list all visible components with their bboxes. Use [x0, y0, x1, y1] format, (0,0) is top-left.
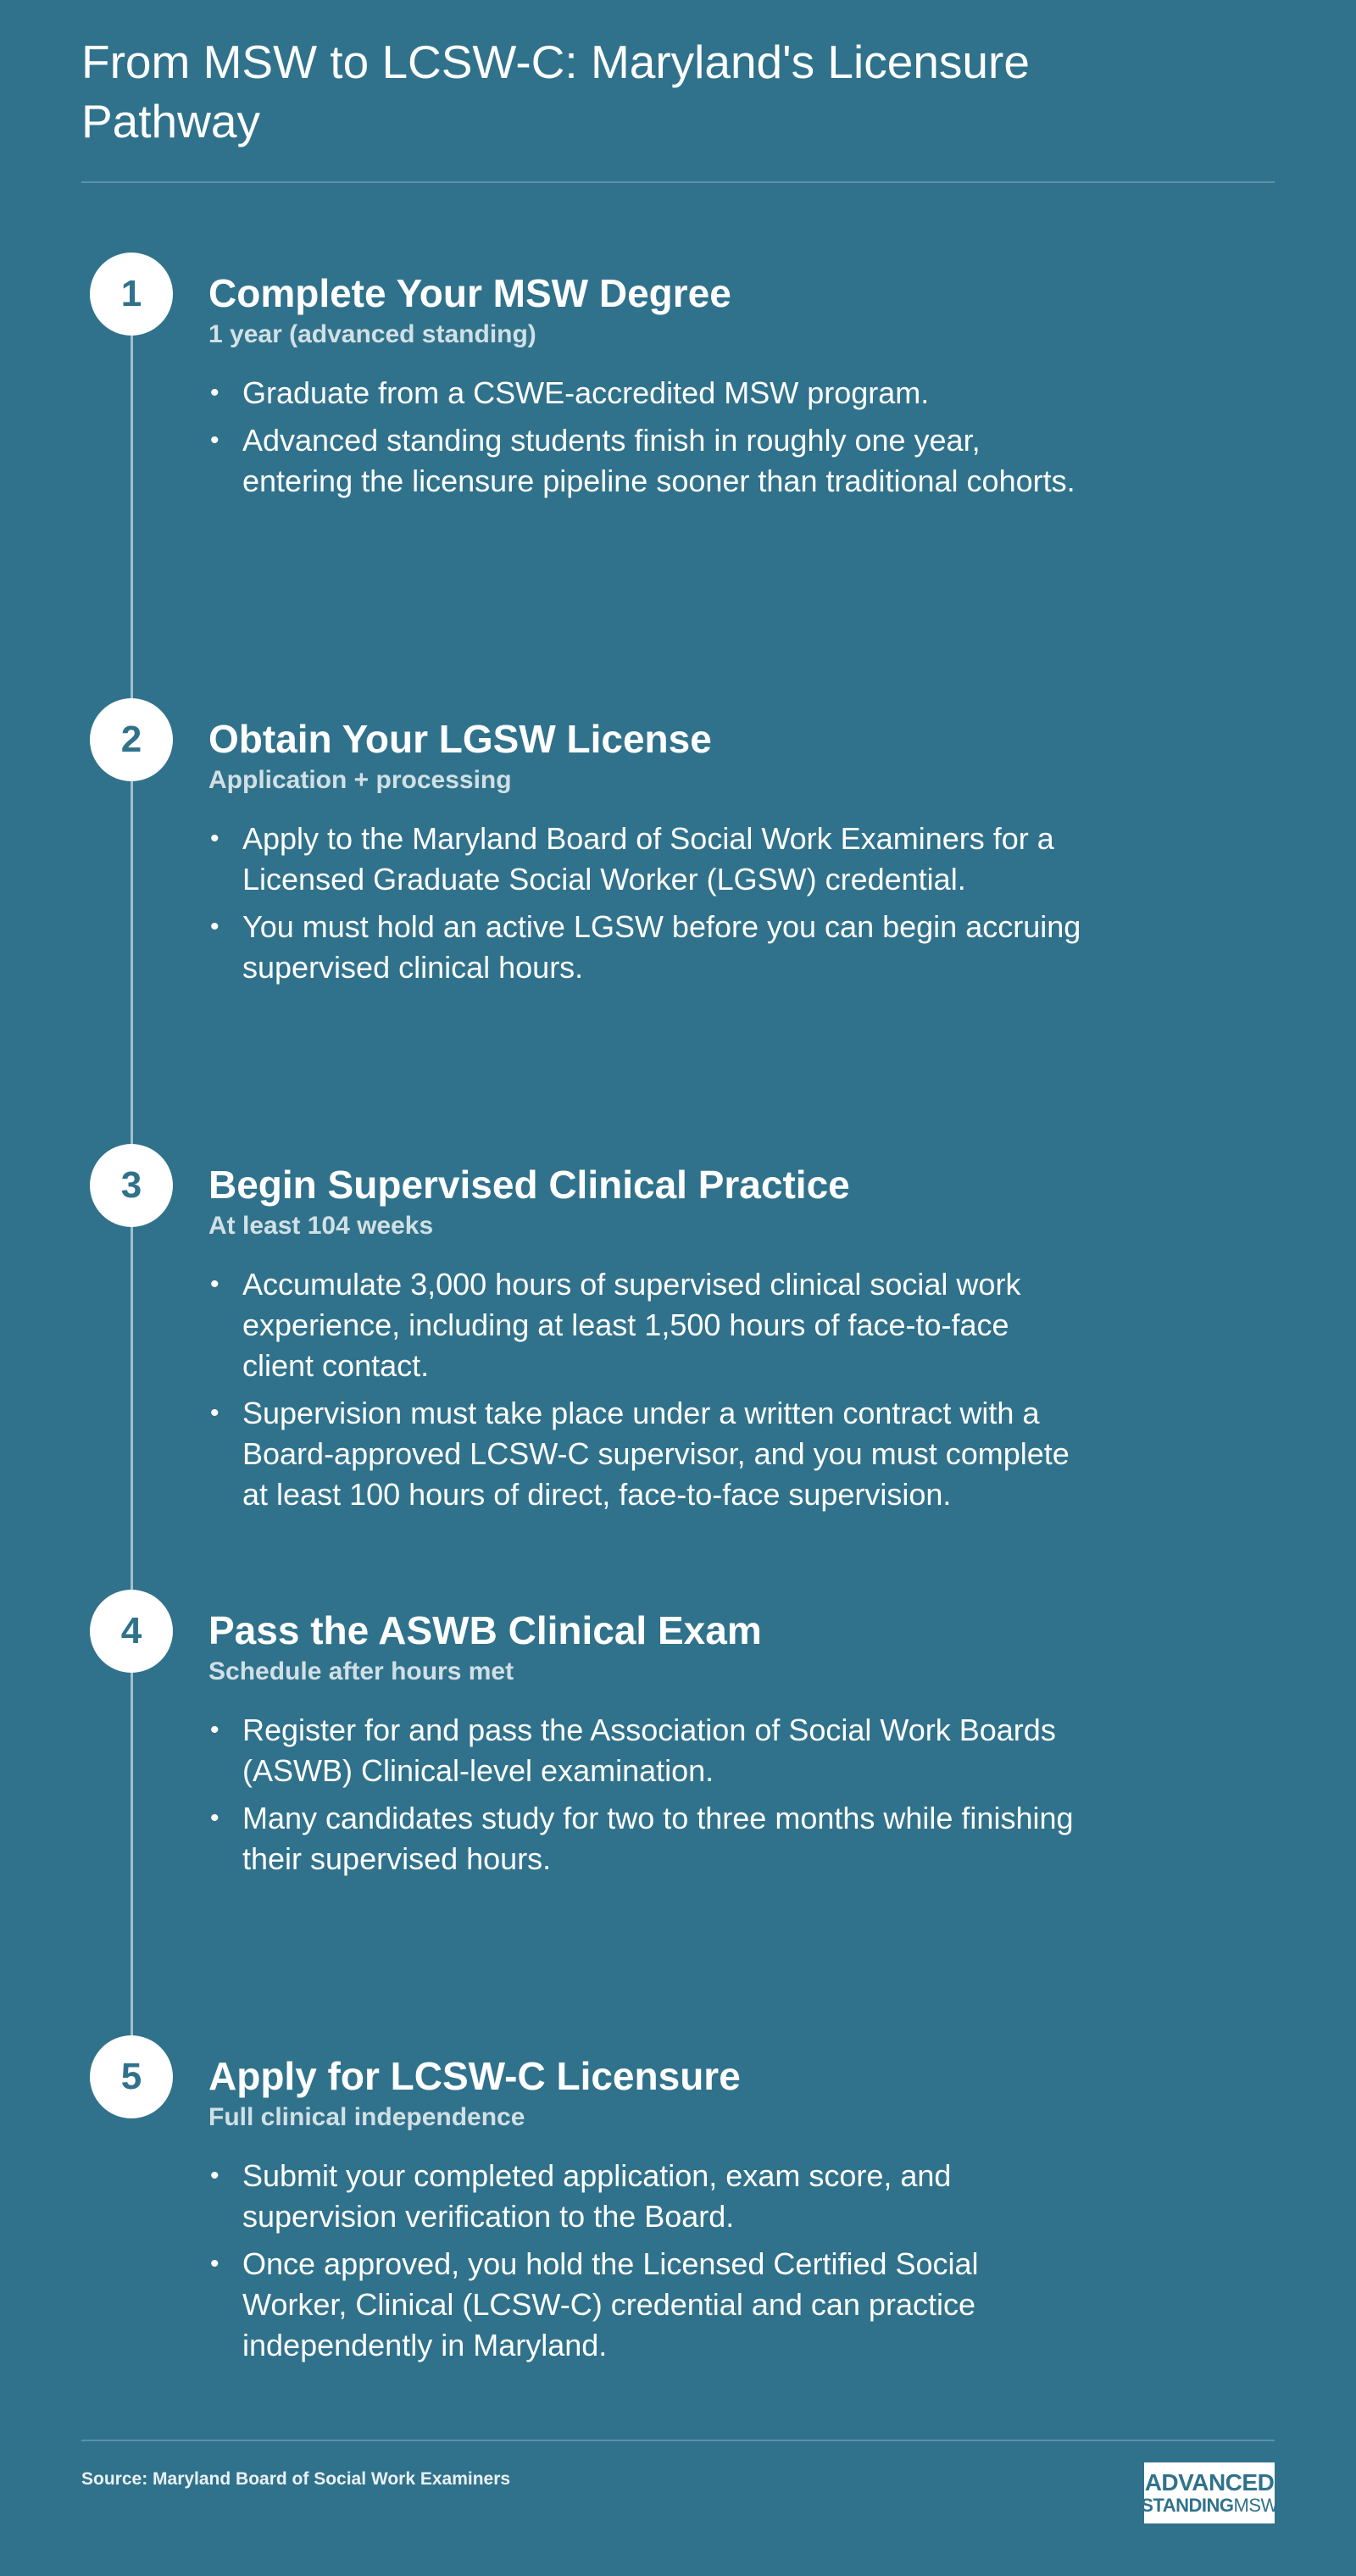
- bullet-icon: •: [210, 2250, 220, 2278]
- step-timeframe: At least 104 weeks: [208, 1212, 434, 1240]
- list-item: [208, 819, 1081, 900]
- bullet-icon: •: [210, 1399, 220, 1427]
- bullet-text: Register for and pass the Association of Social Work Boards (ASWB) Clinical-level examination.: [242, 1713, 1056, 1788]
- header-divider: [81, 181, 1275, 183]
- step-bullet-list: [208, 373, 1081, 502]
- bullet-icon: •: [210, 1804, 220, 1832]
- step-title: Obtain Your LGSW License: [208, 717, 712, 761]
- step-number-badge: 1: [90, 253, 173, 336]
- bullet-text: Accumulate 3,000 hours of supervised clinical social work experience, including at least 1,500 hours of face-to-face client contact.: [242, 1267, 1021, 1383]
- page-title: From MSW to LCSW-C: Maryland's Licensure Pathway: [81, 36, 1030, 147]
- bullet-icon: •: [210, 824, 220, 852]
- list-item: [208, 420, 1081, 502]
- step-bullet-list: [208, 819, 1081, 988]
- list-item: [208, 1393, 1081, 1515]
- bullet-text: Graduate from a CSWE-accredited MSW program.: [242, 375, 930, 410]
- step-bullet-list: [208, 1264, 1081, 1515]
- step-timeframe: Schedule after hours met: [208, 1657, 514, 1685]
- list-item: [208, 1264, 1081, 1386]
- step-timeframe: 1 year (advanced standing): [208, 320, 536, 348]
- bullet-text: Submit your completed application, exam score, and supervision verification to the Board.: [242, 2158, 952, 2234]
- list-item: [208, 2244, 1081, 2366]
- bullet-text: Many candidates study for two to three months while finishing their supervised hours.: [242, 1801, 1074, 1876]
- bullet-text: Supervision must take place under a written contract with a Board-approved LCSW-C supervisor, and you must complete at least 100 hours of direct, face-to-face supervision.: [242, 1396, 1070, 1512]
- step-number-badge: 2: [90, 698, 173, 781]
- bullet-text: Advanced standing students finish in roughly one year, entering the licensure pipeline sooner than traditional cohorts.: [242, 423, 1075, 498]
- step-title: Complete Your MSW Degree: [208, 271, 731, 315]
- step-number-badge: 5: [90, 2035, 173, 2118]
- list-item: [208, 907, 1081, 988]
- step-title: Begin Supervised Clinical Practice: [208, 1163, 850, 1207]
- list-item: [208, 2156, 1081, 2237]
- step-timeframe: Application + processing: [208, 766, 512, 794]
- list-item: [208, 1710, 1081, 1791]
- bullet-icon: •: [210, 426, 220, 454]
- step-bullet-list: [208, 1710, 1081, 1879]
- bullet-text: Once approved, you hold the Licensed Certified Social Worker, Clinical (LCSW-C) credential and can practice independently in Maryland.: [242, 2246, 979, 2362]
- footer-divider: [81, 2440, 1275, 2441]
- step-title: Pass the ASWB Clinical Exam: [208, 1608, 762, 1652]
- step-bullet-list: [208, 2156, 1081, 2366]
- step-timeframe: Full clinical independence: [208, 2103, 525, 2131]
- bullet-icon: •: [210, 379, 220, 407]
- logo-line-2: [1141, 2496, 1278, 2515]
- bullet-icon: •: [210, 2162, 220, 2190]
- step-number-badge: 4: [90, 1590, 173, 1673]
- step-number-badge: 3: [90, 1144, 173, 1227]
- bullet-icon: •: [210, 1270, 220, 1298]
- logo-line-1: ADVANCED: [1144, 2469, 1275, 2496]
- list-item: [208, 1798, 1081, 1879]
- bullet-icon: •: [210, 1716, 220, 1744]
- list-item: [208, 373, 1081, 414]
- bullet-text: Apply to the Maryland Board of Social Work Examiners for a Licensed Graduate Social Worker (LGSW) credential.: [242, 821, 1054, 897]
- step-title: Apply for LCSW-C Licensure: [208, 2054, 741, 2098]
- brand-logo: [1141, 2462, 1278, 2523]
- bullet-icon: •: [210, 913, 220, 941]
- logo-word-standing: STANDING: [1141, 2495, 1234, 2516]
- source-note: Source: Maryland Board of Social Work Examiners: [81, 2469, 511, 2489]
- bullet-text: You must hold an active LGSW before you can begin accruing supervised clinical hours.: [242, 909, 1081, 985]
- logo-word-msw: MSW: [1233, 2495, 1278, 2516]
